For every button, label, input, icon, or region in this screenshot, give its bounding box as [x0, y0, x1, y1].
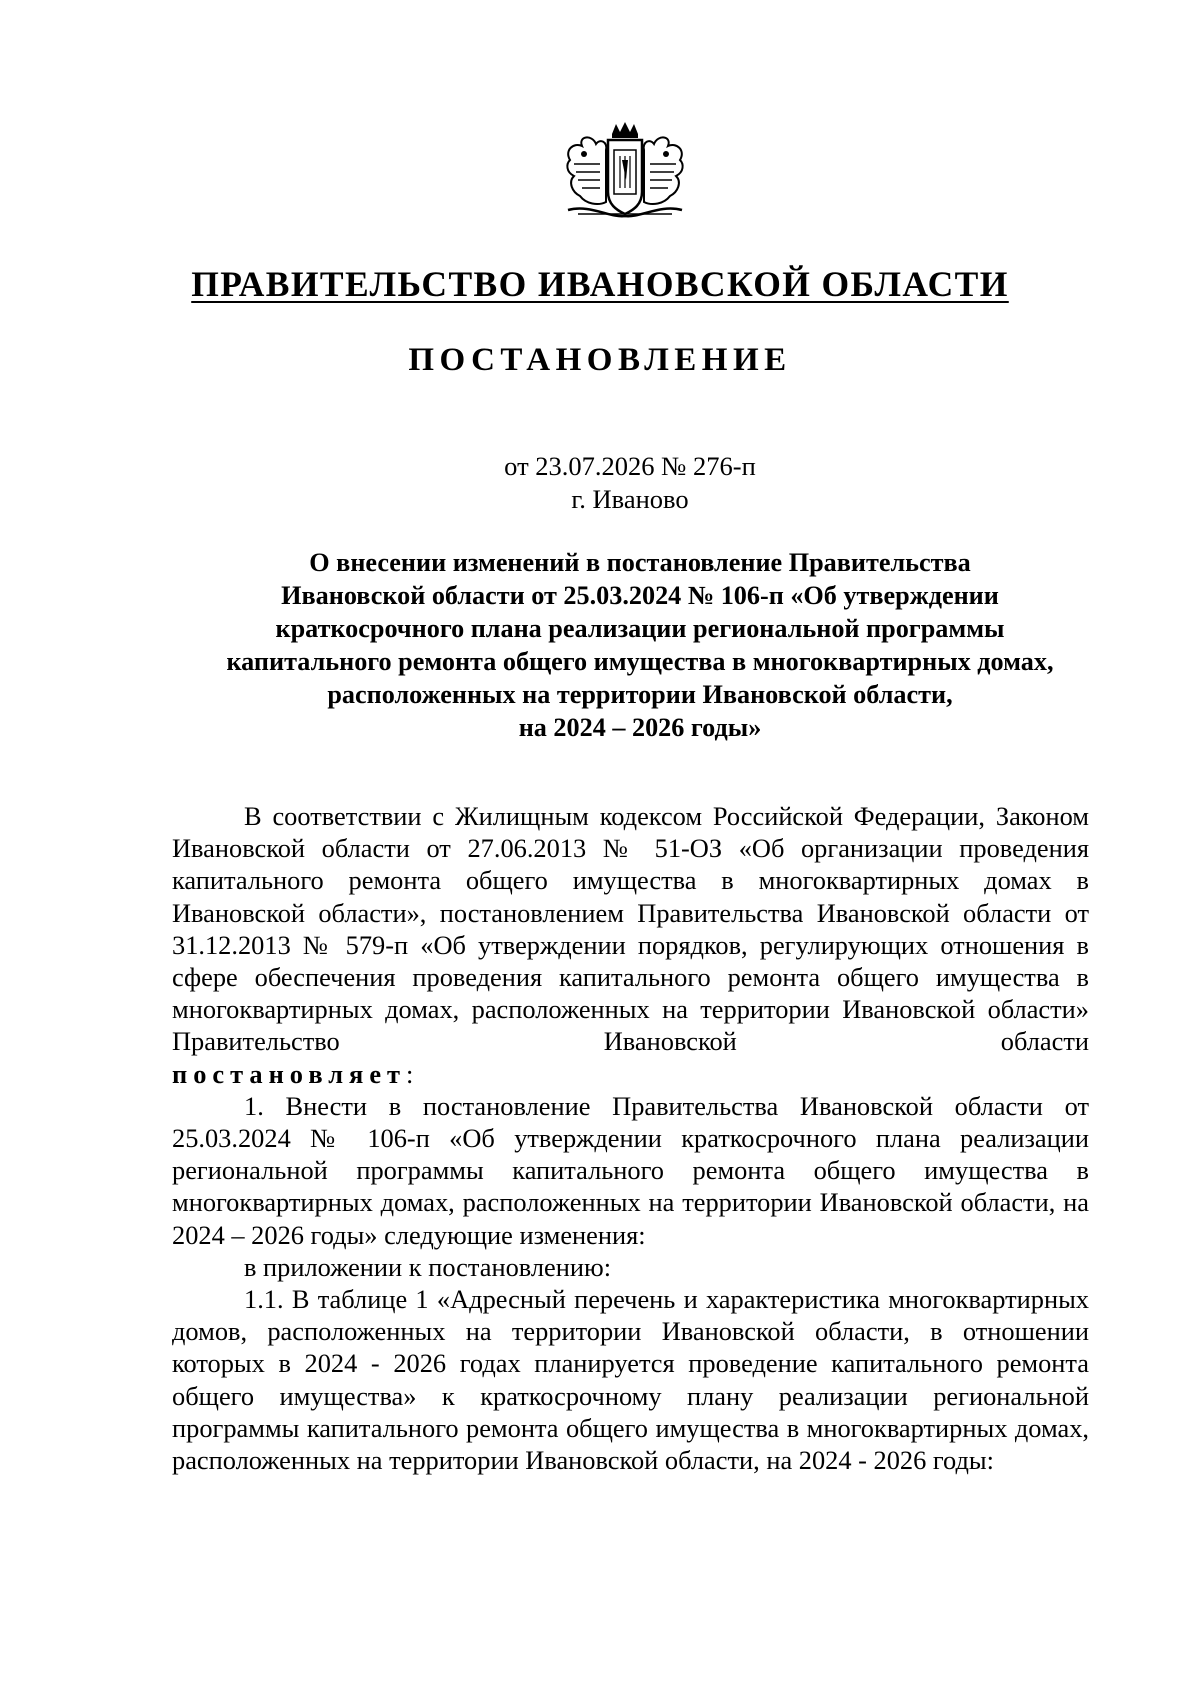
document-body: [172, 800, 1089, 1476]
item-1-paragraph: 1. Внести в постановление Правительства Ивановской области от 25.03.2024 № 106-п «Об утверждении краткосрочного плана реализации региональной программы капитального ремонта общего имущества в многоквартирных домах, расположенных на территории Ивановской области, на 2024 – 2026 годы» следующие изменения:: [172, 1090, 1089, 1250]
date-number: от 23.07.2026 № 276-п: [504, 451, 756, 481]
document-meta: [0, 450, 1200, 516]
subject-line: Ивановской области от 25.03.2024 № 106-п «Об утверждении: [281, 581, 999, 610]
document-subject: [170, 546, 1110, 744]
appendix-intro-paragraph: в приложении к постановлению:: [244, 1251, 612, 1282]
preamble-paragraph: В соответствии с Жилищным кодексом Российской Федерации, Законом Ивановской области от 27.06.2013 № 51-ОЗ «Об организации проведения капитального ремонта общего имущества в многоквартирных домах в Ивановской области», постановлением Правительства Ивановской области от 31.12.2013 № 579-п «Об утверждении порядков, регулирующих отношения в сфере обеспечения проведения капитального ремонта общего имущества в многоквартирных домах, расположенных на территории Ивановской области» Правительство Ивановской области: [172, 801, 1089, 1057]
subject-line: расположенных на территории Ивановской области,: [327, 680, 953, 709]
item-1-1-paragraph: 1.1. В таблице 1 «Адресный перечень и характеристика многоквартирных домов, расположенных на территории Ивановской области, в отношении которых в 2024 - 2026 годах планируется проведение капитального ремонта общего имущества» к краткосрочному плану реализации региональной программы капитального ремонта общего имущества в многоквартирных домах, расположенных на территории Ивановской области, на 2024 - 2026 годы:: [172, 1284, 1089, 1476]
subject-line: О внесении изменений в постановление Правительства: [309, 548, 971, 577]
document-type: ПОСТАНОВЛЕНИЕ: [408, 342, 792, 378]
decree-line: [172, 1058, 1089, 1090]
subject-line: на 2024 – 2026 годы»: [518, 713, 762, 742]
decree-colon: :: [406, 1058, 414, 1089]
coat-of-arms-icon: [560, 120, 690, 225]
decree-word: постановляет: [172, 1058, 407, 1089]
organization-title-text: ПРАВИТЕЛЬСТВО ИВАНОВСКОЙ ОБЛАСТИ: [191, 264, 1009, 304]
subject-line: капитального ремонта общего имущества в многоквартирных домах,: [226, 647, 1054, 676]
city: г. Иваново: [571, 484, 689, 514]
subject-line: краткосрочного плана реализации региональной программы: [275, 614, 1005, 643]
organization-title: [0, 262, 1200, 306]
